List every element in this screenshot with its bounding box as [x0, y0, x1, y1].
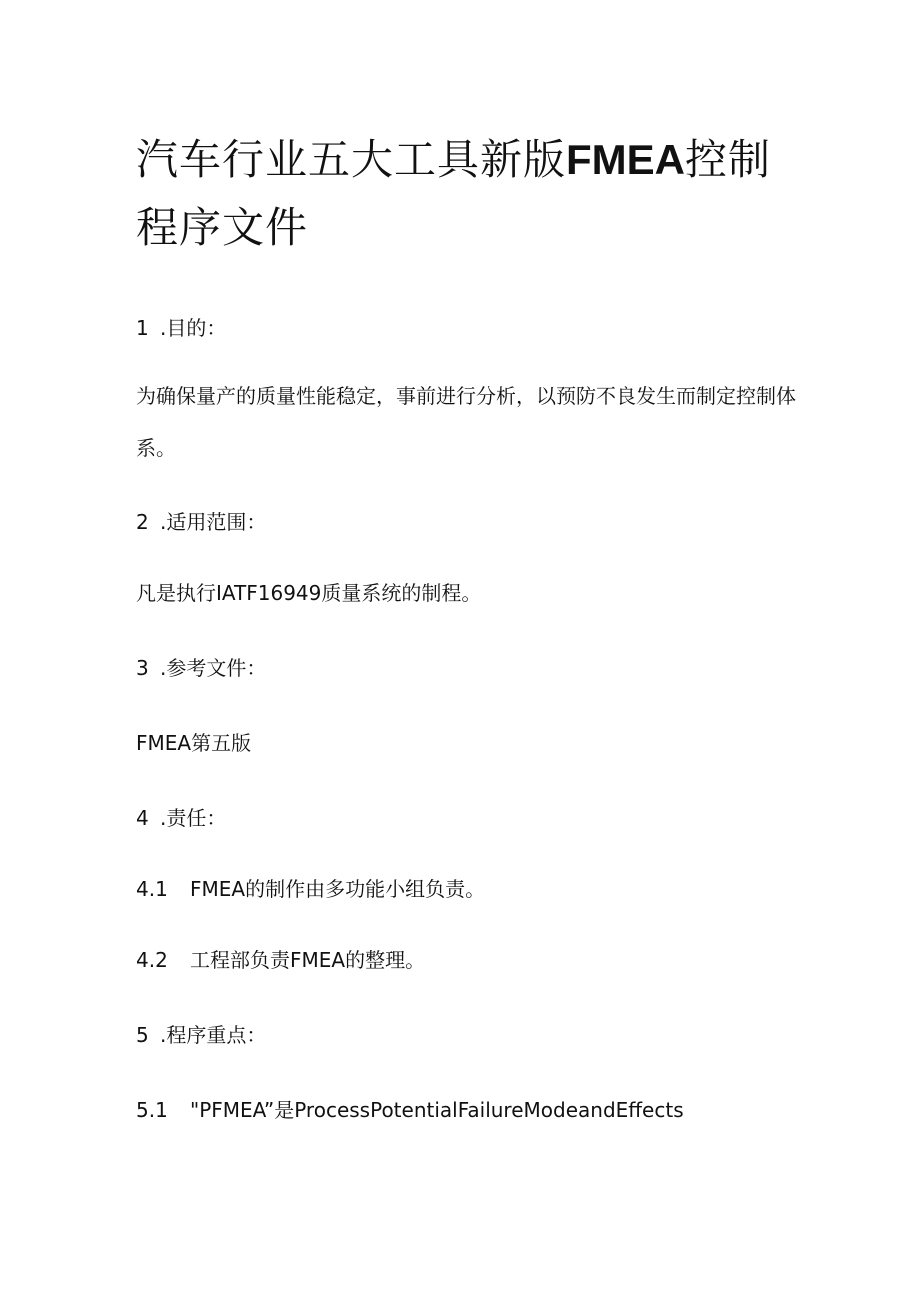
title-bold: FMEA [566, 136, 686, 183]
section-4-2-item [136, 944, 425, 976]
item-number: 5.1 [136, 1098, 168, 1122]
section-3-body: FMEA第五版 [136, 731, 252, 755]
section-3-heading [136, 652, 266, 684]
item-text: FMEA的制作由多功能小组负责。 [190, 877, 486, 901]
title-part1: 汽车行业五大工具新版 [136, 135, 567, 184]
item-number: 4.1 [136, 877, 168, 901]
section-number: 3 [136, 656, 149, 680]
item-text: 工程部负责FMEA的整理。 [190, 948, 426, 972]
section-heading-text: .目的： [160, 316, 227, 340]
section-heading-text: .责任： [160, 806, 227, 830]
document-title [136, 126, 796, 262]
section-5-heading [136, 1019, 266, 1051]
item-text: "PFMEA”是ProcessPotentialFailureModeandEffects [190, 1098, 684, 1122]
item-number: 4.2 [136, 948, 168, 972]
section-number: 4 [136, 806, 149, 830]
section-4-heading [136, 802, 226, 834]
section-number: 2 [136, 510, 149, 534]
title-part2: 控制程序文件 [136, 135, 772, 252]
section-1-heading [136, 312, 226, 344]
section-heading-text: .程序重点： [160, 1023, 267, 1047]
section-heading-text: .适用范围： [160, 510, 267, 534]
section-4-1-item [136, 873, 485, 905]
section-number: 1 [136, 316, 149, 340]
section-number: 5 [136, 1023, 149, 1047]
section-2-heading [136, 506, 266, 538]
section-5-1-item [136, 1094, 684, 1126]
section-heading-text: .参考文件： [160, 656, 267, 680]
section-2-body: 凡是执行IATF16949质量系统的制程。 [136, 581, 482, 605]
section-1-body: 为确保量产的质量性能稳定，事前进行分析，以预防不良发生而制定控制体系。 [136, 384, 796, 460]
